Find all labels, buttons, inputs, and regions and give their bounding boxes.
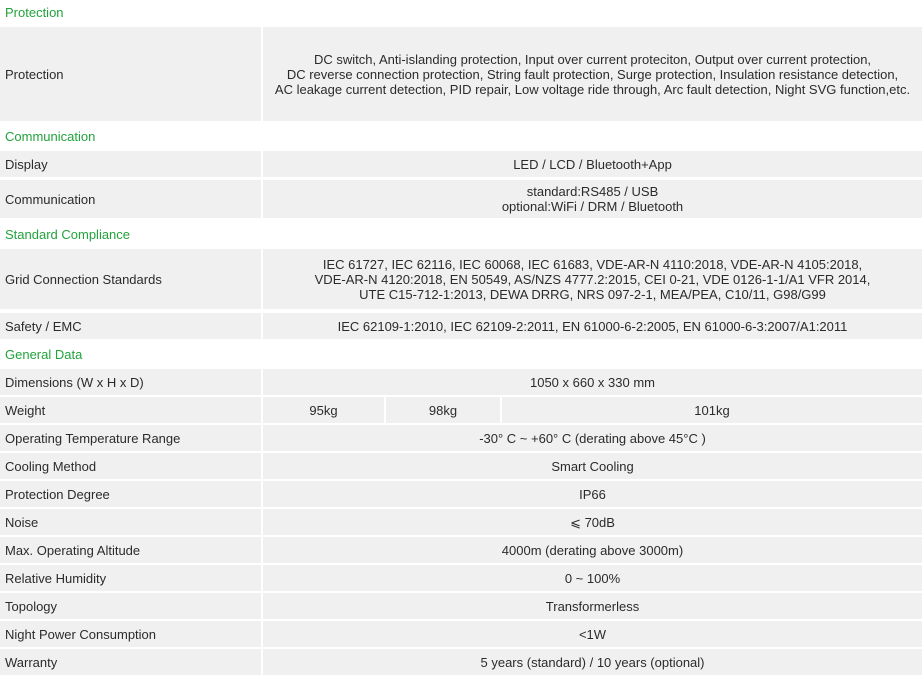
row-value-humidity: 0 ~ 100% <box>263 565 922 591</box>
row-label-topology: Topology <box>0 593 261 619</box>
section-header-communication: Communication <box>5 128 96 144</box>
table-row-night-power <box>0 621 922 647</box>
weight-cell: 95kg <box>263 397 384 423</box>
row-value-temperature: -30° C ~ +60° C (derating above 45°C ) <box>263 425 922 451</box>
row-label-altitude: Max. Operating Altitude <box>0 537 261 563</box>
row-value-protection-degree: IP66 <box>263 481 922 507</box>
table-row-humidity <box>0 565 922 591</box>
row-label-noise: Noise <box>0 509 261 535</box>
table-row-protection-degree <box>0 481 922 507</box>
value-line: standard:RS485 / USB <box>526 184 659 199</box>
table-row-weight <box>0 397 922 423</box>
row-label-cooling: Cooling Method <box>0 453 261 479</box>
row-label-temperature: Operating Temperature Range <box>0 425 261 451</box>
row-value-protection <box>263 27 922 121</box>
table-row-noise <box>0 509 922 535</box>
table-row-grid-standards <box>0 249 922 309</box>
row-value-safety-emc: IEC 62109-1:2010, IEC 62109-2:2011, EN 61000-6-2:2005, EN 61000-6-3:2007/A1:2011 <box>263 313 922 339</box>
value-line: DC reverse connection protection, String fault protection, Surge protection, Insulation resistance detection, <box>286 66 899 82</box>
table-row-display <box>0 151 922 177</box>
table-row-warranty <box>0 649 922 675</box>
row-label-protection: Protection <box>0 27 261 121</box>
row-value-warranty: 5 years (standard) / 10 years (optional) <box>263 649 922 675</box>
table-row-cooling <box>0 453 922 479</box>
value-line: VDE-AR-N 4120:2018, EN 50549, AS/NZS 4777.2:2015, CEI 0-21, VDE 0126-1-1/A1 VFR 2014, <box>314 271 871 287</box>
row-label-night-power: Night Power Consumption <box>0 621 261 647</box>
row-value-display: LED / LCD / Bluetooth+App <box>263 151 922 177</box>
row-value-communication <box>263 180 922 218</box>
weight-cell: 98kg <box>386 397 500 423</box>
row-label-grid-standards: Grid Connection Standards <box>0 249 261 309</box>
table-row-protection <box>0 27 922 121</box>
row-label-weight: Weight <box>0 397 261 423</box>
table-row-dimensions <box>0 369 922 395</box>
section-header-general-data: General Data <box>5 346 83 362</box>
weight-cell: 101kg <box>502 397 922 423</box>
row-value-noise: ⩽ 70dB <box>263 509 922 535</box>
value-line: AC leakage current detection, PID repair, Low voltage ride through, Arc fault detection, Night SVG function,etc. <box>274 81 911 97</box>
row-label-safety-emc: Safety / EMC <box>0 313 261 339</box>
row-value-topology: Transformerless <box>263 593 922 619</box>
row-value-cooling: Smart Cooling <box>263 453 922 479</box>
row-value-altitude: 4000m (derating above 3000m) <box>263 537 922 563</box>
table-row-communication <box>0 180 922 218</box>
row-label-display: Display <box>0 151 261 177</box>
value-line: DC switch, Anti-islanding protection, Input over current proteciton, Output over current protection, <box>313 51 872 67</box>
table-row-temperature <box>0 425 922 451</box>
row-label-communication: Communication <box>0 180 261 218</box>
row-label-protection-degree: Protection Degree <box>0 481 261 507</box>
row-value-grid-standards <box>263 249 922 309</box>
row-value-night-power: <1W <box>263 621 922 647</box>
row-label-dimensions: Dimensions (W x H x D) <box>0 369 261 395</box>
row-label-warranty: Warranty <box>0 649 261 675</box>
table-row-altitude <box>0 537 922 563</box>
table-row-safety-emc <box>0 313 922 339</box>
section-header-standard-compliance: Standard Compliance <box>5 226 131 242</box>
row-value-dimensions: 1050 x 660 x 330 mm <box>263 369 922 395</box>
value-line: IEC 61727, IEC 62116, IEC 60068, IEC 61683, VDE-AR-N 4110:2018, VDE-AR-N 4105:2018, <box>322 256 863 272</box>
row-label-humidity: Relative Humidity <box>0 565 261 591</box>
value-line: optional:WiFi / DRM / Bluetooth <box>501 199 684 214</box>
value-line: UTE C15-712-1:2013, DEWA DRRG, NRS 097-2-1, MEA/PEA, C10/11, G98/G99 <box>359 286 826 302</box>
section-header-protection: Protection <box>5 4 64 20</box>
table-row-topology <box>0 593 922 619</box>
